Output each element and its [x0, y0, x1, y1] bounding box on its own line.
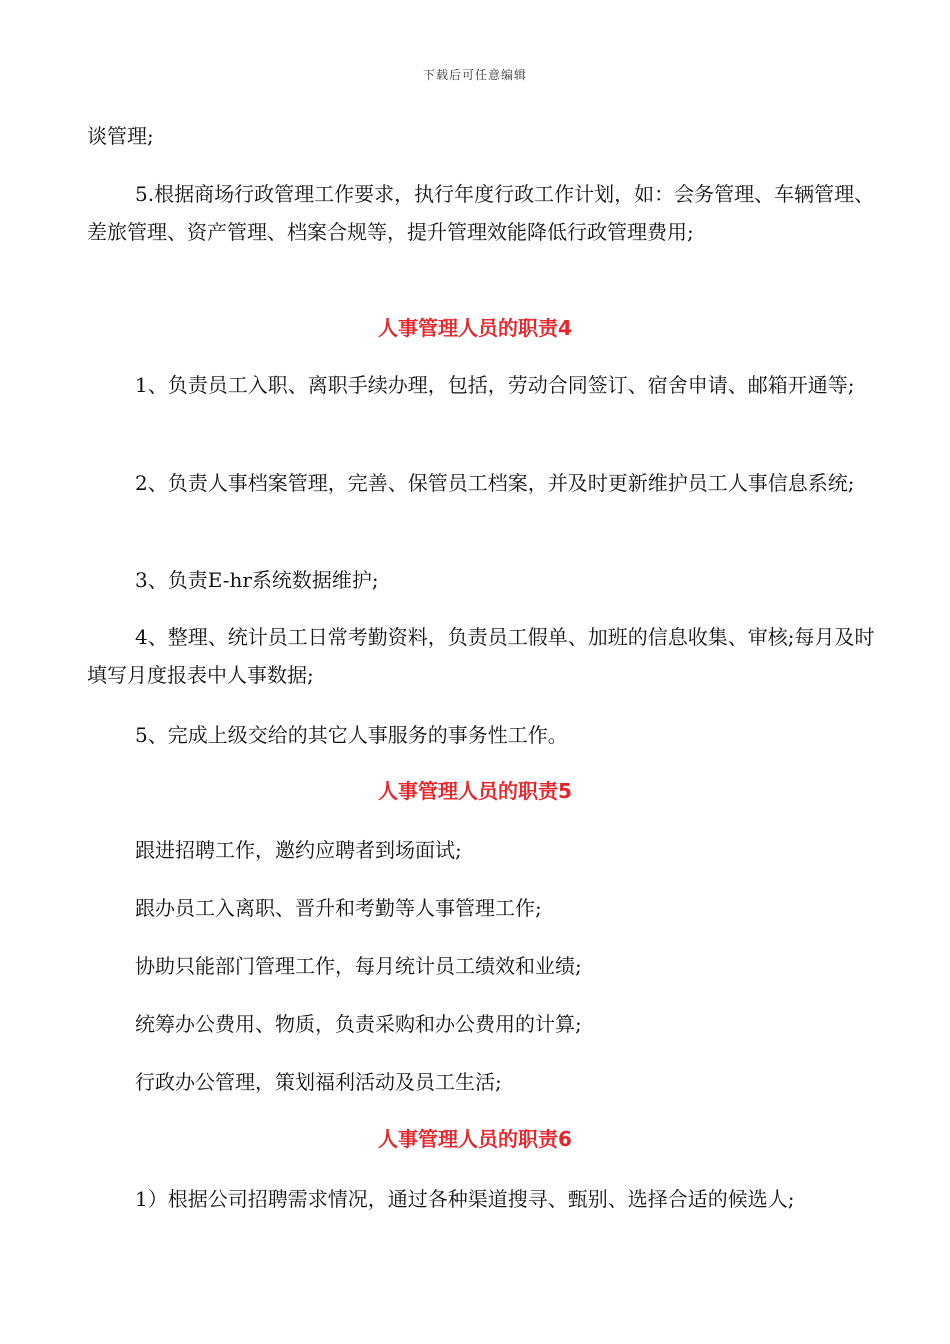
section-6-title: 人事管理人员的职责6 [378, 1127, 572, 1151]
intro-item-5: 5.根据商场行政管理工作要求，执行年度行政工作计划，如：会务管理、车辆管理、差旅管理、资产管理、档案合规等，提升管理效能降低行政管理费用; [87, 182, 875, 244]
section-4-item-3: 3、负责E-hr系统数据维护; [135, 568, 379, 592]
section-5-item-3: 协助只能部门管理工作，每月统计员工绩效和业绩; [135, 954, 582, 978]
page-header-note: 下载后可任意编辑 [422, 68, 527, 82]
section-5-title: 人事管理人员的职责5 [378, 779, 572, 803]
section-4-title: 人事管理人员的职责4 [378, 316, 572, 340]
section-4-item-4: 4、整理、统计员工日常考勤资料，负责员工假单、加班的信息收集、审核;每月及时填写月度报表中人事数据; [87, 625, 875, 687]
section-5-item-1: 跟进招聘工作，邀约应聘者到场面试; [135, 838, 462, 862]
intro-line: 谈管理; [87, 124, 154, 148]
section-5-item-2: 跟办员工入离职、晋升和考勤等人事管理工作; [135, 896, 542, 920]
section-4-item-2: 2、负责人事档案管理，完善、保管员工档案，并及时更新维护员工人事信息系统; [135, 471, 855, 495]
section-5-item-4: 统筹办公费用、物质，负责采购和办公费用的计算; [135, 1012, 582, 1036]
section-4-item-1: 1、负责员工入职、离职手续办理，包括，劳动合同签订、宿舍申请、邮箱开通等; [135, 373, 855, 397]
section-5-item-5: 行政办公管理，策划福利活动及员工生活; [135, 1070, 502, 1094]
section-6-item-1: 1）根据公司招聘需求情况，通过各种渠道搜寻、甄别、选择合适的候选人; [135, 1187, 795, 1211]
section-4-item-5: 5、完成上级交给的其它人事服务的事务性工作。 [135, 723, 568, 747]
